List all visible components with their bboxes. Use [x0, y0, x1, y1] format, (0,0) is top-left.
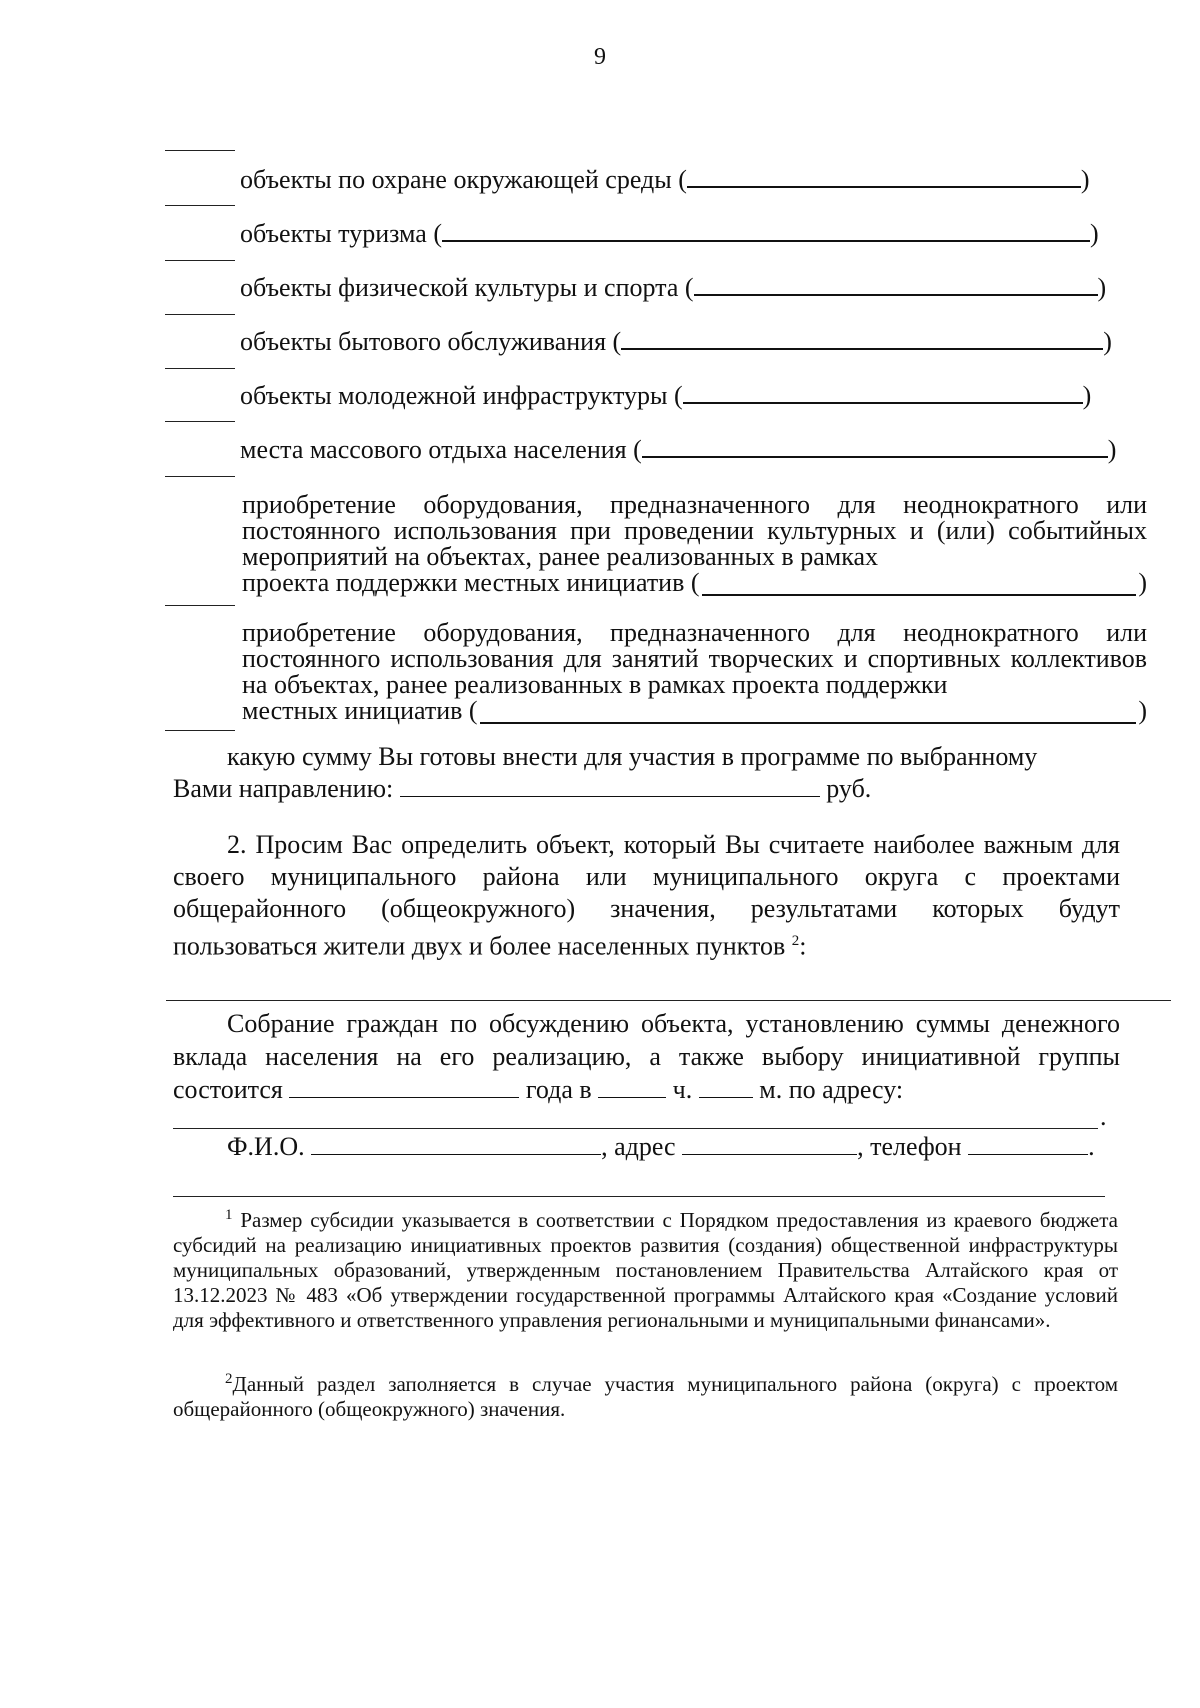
option-label: объекты по охране окружающей среды ( [240, 165, 687, 194]
meeting-minute-input[interactable] [699, 1075, 753, 1098]
option-close: ) [1138, 696, 1147, 725]
address-label: , адрес [601, 1132, 683, 1161]
footnote-text: Размер субсидии указывается в соответствии с Порядком предоставления из краевого бюджета субсидий на реализацию инициативных проектов развития (создания) общественной инфраструктуры муниципальных образований, утвержденным постановлением Правительства Алтайского края от 13.12.2023 № 483 «Об утверждении государственной программы Алтайского края «Создание условий для эффективного и ответственного управления региональными и муниципальными финансами». [173, 1208, 1119, 1332]
footnote-ref[interactable]: 2 [791, 933, 800, 949]
option-mark-line[interactable] [165, 476, 235, 477]
option-label: объекты туризма ( [240, 219, 442, 248]
option-mark-line[interactable] [165, 260, 235, 261]
contact-dot: . [1088, 1132, 1095, 1161]
option-sport [240, 272, 1106, 302]
section-2-colon: : [799, 931, 807, 961]
section-2-question [173, 829, 1120, 963]
option-text: приобретение оборудования, предназначенного для неоднократного или постоянного использования при проведении культурных и (или) событийных мероприятий на объектах, ранее реализованных в рамках [242, 490, 1147, 571]
meeting-date-input[interactable] [289, 1075, 519, 1098]
option-recreation-places [240, 434, 1116, 464]
sum-question-line2 [173, 773, 1120, 805]
option-close: ) [1080, 165, 1090, 194]
option-label: места массового отдыха населения ( [240, 435, 642, 464]
footnote-separator [173, 1196, 1105, 1197]
footnote-1 [173, 1203, 1118, 1333]
contact-line [227, 1131, 1127, 1163]
page-number: 9 [594, 44, 606, 70]
phone-input[interactable] [968, 1132, 1088, 1155]
fio-input[interactable] [311, 1132, 601, 1155]
option-blank[interactable] [642, 434, 1108, 458]
option-close: ) [1138, 568, 1147, 597]
option-mark-line[interactable] [165, 205, 235, 206]
meeting-text: Собрание граждан по обсуждению объекта, установлению суммы денежного вклада населения на его реализацию, а также выбору инициативной группы состоится [173, 1009, 1120, 1104]
sum-unit: руб. [819, 774, 872, 803]
option-mark-line[interactable] [165, 421, 235, 422]
option-environment [240, 164, 1090, 194]
option-blank[interactable] [480, 702, 1137, 724]
address-input[interactable] [682, 1132, 857, 1155]
meeting-hour-input[interactable] [598, 1075, 666, 1098]
fio-label: Ф.И.О. [227, 1132, 312, 1161]
phone-label: , телефон [857, 1132, 969, 1161]
option-text: приобретение оборудования, предназначенного для неоднократного или постоянного использования для занятий творческих и спортивных коллективов на объектах, ранее реализованных в рамках проекта поддержки [242, 618, 1147, 699]
option-close: ) [1090, 219, 1099, 248]
option-last-line [242, 570, 1147, 596]
option-last-line [242, 698, 1147, 724]
footnote-number: 2 [225, 1371, 233, 1387]
footnote-number: 1 [225, 1207, 233, 1223]
option-mark-line[interactable] [165, 605, 235, 606]
option-close: ) [1107, 435, 1117, 464]
meeting-address-line[interactable] [173, 1128, 1098, 1129]
option-blank[interactable] [687, 164, 1081, 188]
option-equipment-collectives [242, 620, 1147, 724]
option-mark-line[interactable] [165, 368, 235, 369]
sum-input[interactable] [400, 774, 820, 797]
option-household-services [240, 326, 1112, 356]
option-blank[interactable] [702, 574, 1137, 596]
option-label: объекты молодежной инфраструктуры ( [240, 381, 683, 410]
option-blank[interactable] [621, 326, 1103, 350]
option-text-end: проекта поддержки местных инициатив ( [242, 568, 700, 597]
option-close: ) [1082, 381, 1092, 410]
option-tourism [240, 218, 1099, 248]
sum-label: Вами направлению: [173, 774, 400, 803]
option-blank[interactable] [683, 380, 1083, 404]
section-2-text: 2. Просим Вас определить объект, который Вы считаете наиболее важным для своего муниципального района или муниципального округа с проектами общерайонного (общеокружного) значения, результатами которых будут пользоваться жители двух и более населенных пунктов [173, 830, 1120, 961]
option-mark-line[interactable] [165, 150, 235, 151]
option-youth-infrastructure [240, 380, 1091, 410]
option-label: объекты бытового обслуживания ( [240, 327, 622, 356]
address-dot: . [1100, 1102, 1107, 1131]
sum-question-line1: какую сумму Вы готовы внести для участия в программе по выбранному [227, 742, 1038, 771]
option-close: ) [1097, 273, 1107, 302]
option-label: объекты физической культуры и спорта ( [240, 273, 694, 302]
meeting-hour-label: ч. [666, 1075, 699, 1104]
meeting-year-label: года в [519, 1075, 599, 1104]
object-answer-line[interactable] [166, 1000, 1171, 1001]
meeting-minute-label: м. по адресу: [752, 1075, 904, 1104]
option-blank[interactable] [694, 272, 1098, 296]
option-blank[interactable] [442, 218, 1090, 242]
footnote-text: Данный раздел заполняется в случае участия муниципального района (округа) с проектом общерайонного (общеокружного) значения. [173, 1372, 1118, 1421]
option-text-end: местных инициатив ( [242, 696, 478, 725]
option-mark-line[interactable] [165, 314, 235, 315]
option-equipment-events [242, 492, 1147, 596]
meeting-paragraph [173, 1007, 1120, 1106]
option-mark-line[interactable] [165, 730, 235, 731]
option-close: ) [1103, 327, 1112, 356]
sum-question [173, 741, 1120, 805]
footnote-2 [173, 1367, 1118, 1422]
